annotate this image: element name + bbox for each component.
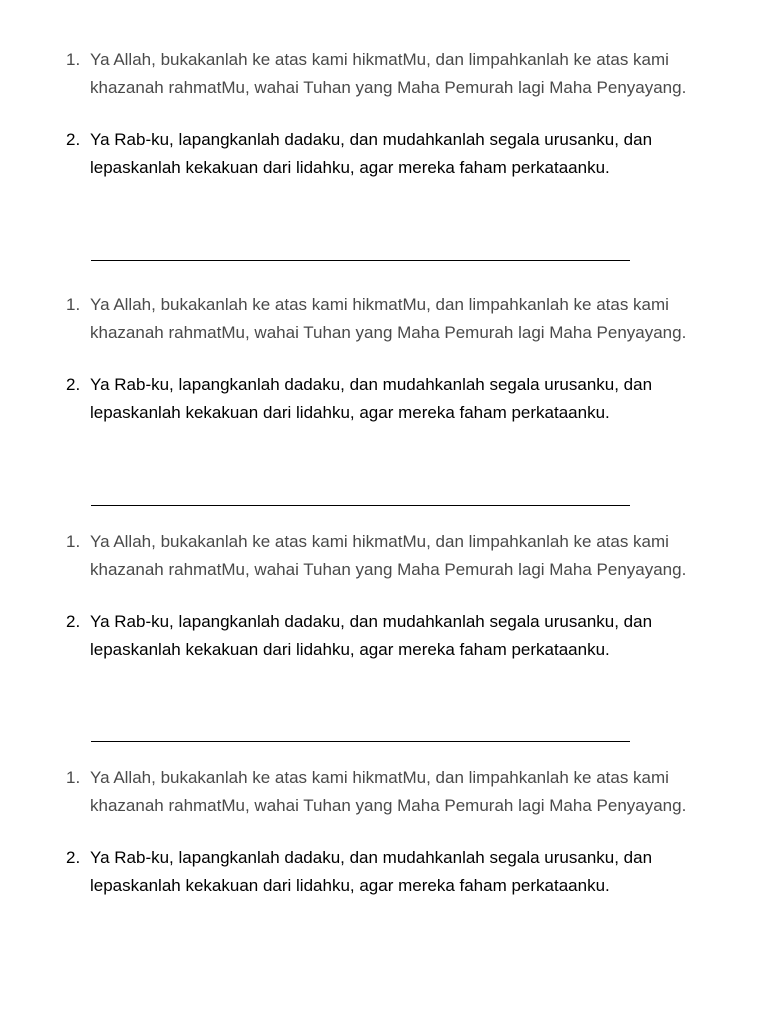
list-number: 2.: [66, 130, 81, 149]
list-item: [62, 844, 742, 899]
list-item: [62, 126, 742, 181]
list-item-text: Ya Rab-ku, lapangkanlah dadaku, dan mudahkanlah segala urusanku, dan lepaskanlah kekakuan dari lidahku, agar mereka faham perkataanku.: [90, 848, 653, 895]
prayer-block: [62, 764, 742, 899]
list-item: [62, 371, 742, 426]
list-number: 1.: [66, 532, 81, 551]
list-item-text: Ya Allah, bukakanlah ke atas kami hikmatMu, dan limpahkanlah ke atas kami khazanah rahmatMu, wahai Tuhan yang Maha Pemurah lagi Maha Penyayang.: [90, 532, 687, 579]
list-number: 2.: [66, 612, 81, 631]
list-item: [62, 46, 742, 101]
list-number: 2.: [66, 848, 81, 867]
list-item-text: Ya Rab-ku, lapangkanlah dadaku, dan mudahkanlah segala urusanku, dan lepaskanlah kekakuan dari lidahku, agar mereka faham perkataanku.: [90, 375, 653, 422]
list-item-text: Ya Allah, bukakanlah ke atas kami hikmatMu, dan limpahkanlah ke atas kami khazanah rahmatMu, wahai Tuhan yang Maha Pemurah lagi Maha Penyayang.: [90, 768, 687, 815]
list-number: 1.: [66, 768, 81, 787]
separator-line: [91, 741, 630, 742]
prayer-block: [62, 528, 742, 663]
list-item-text: Ya Rab-ku, lapangkanlah dadaku, dan mudahkanlah segala urusanku, dan lepaskanlah kekakuan dari lidahku, agar mereka faham perkataanku.: [90, 612, 653, 659]
list-item: [62, 528, 742, 583]
list-number: 2.: [66, 375, 81, 394]
separator-line: [91, 505, 630, 506]
list-item: [62, 291, 742, 346]
list-item-text: Ya Rab-ku, lapangkanlah dadaku, dan mudahkanlah segala urusanku, dan lepaskanlah kekakuan dari lidahku, agar mereka faham perkataanku.: [90, 130, 653, 177]
list-item-text: Ya Allah, bukakanlah ke atas kami hikmatMu, dan limpahkanlah ke atas kami khazanah rahmatMu, wahai Tuhan yang Maha Pemurah lagi Maha Penyayang.: [90, 50, 687, 97]
prayer-block: [62, 46, 742, 181]
list-item: [62, 608, 742, 663]
list-item-text: Ya Allah, bukakanlah ke atas kami hikmatMu, dan limpahkanlah ke atas kami khazanah rahmatMu, wahai Tuhan yang Maha Pemurah lagi Maha Penyayang.: [90, 295, 687, 342]
prayer-block: [62, 291, 742, 426]
separator-line: [91, 260, 630, 261]
list-item: [62, 764, 742, 819]
list-number: 1.: [66, 50, 81, 69]
list-number: 1.: [66, 295, 81, 314]
